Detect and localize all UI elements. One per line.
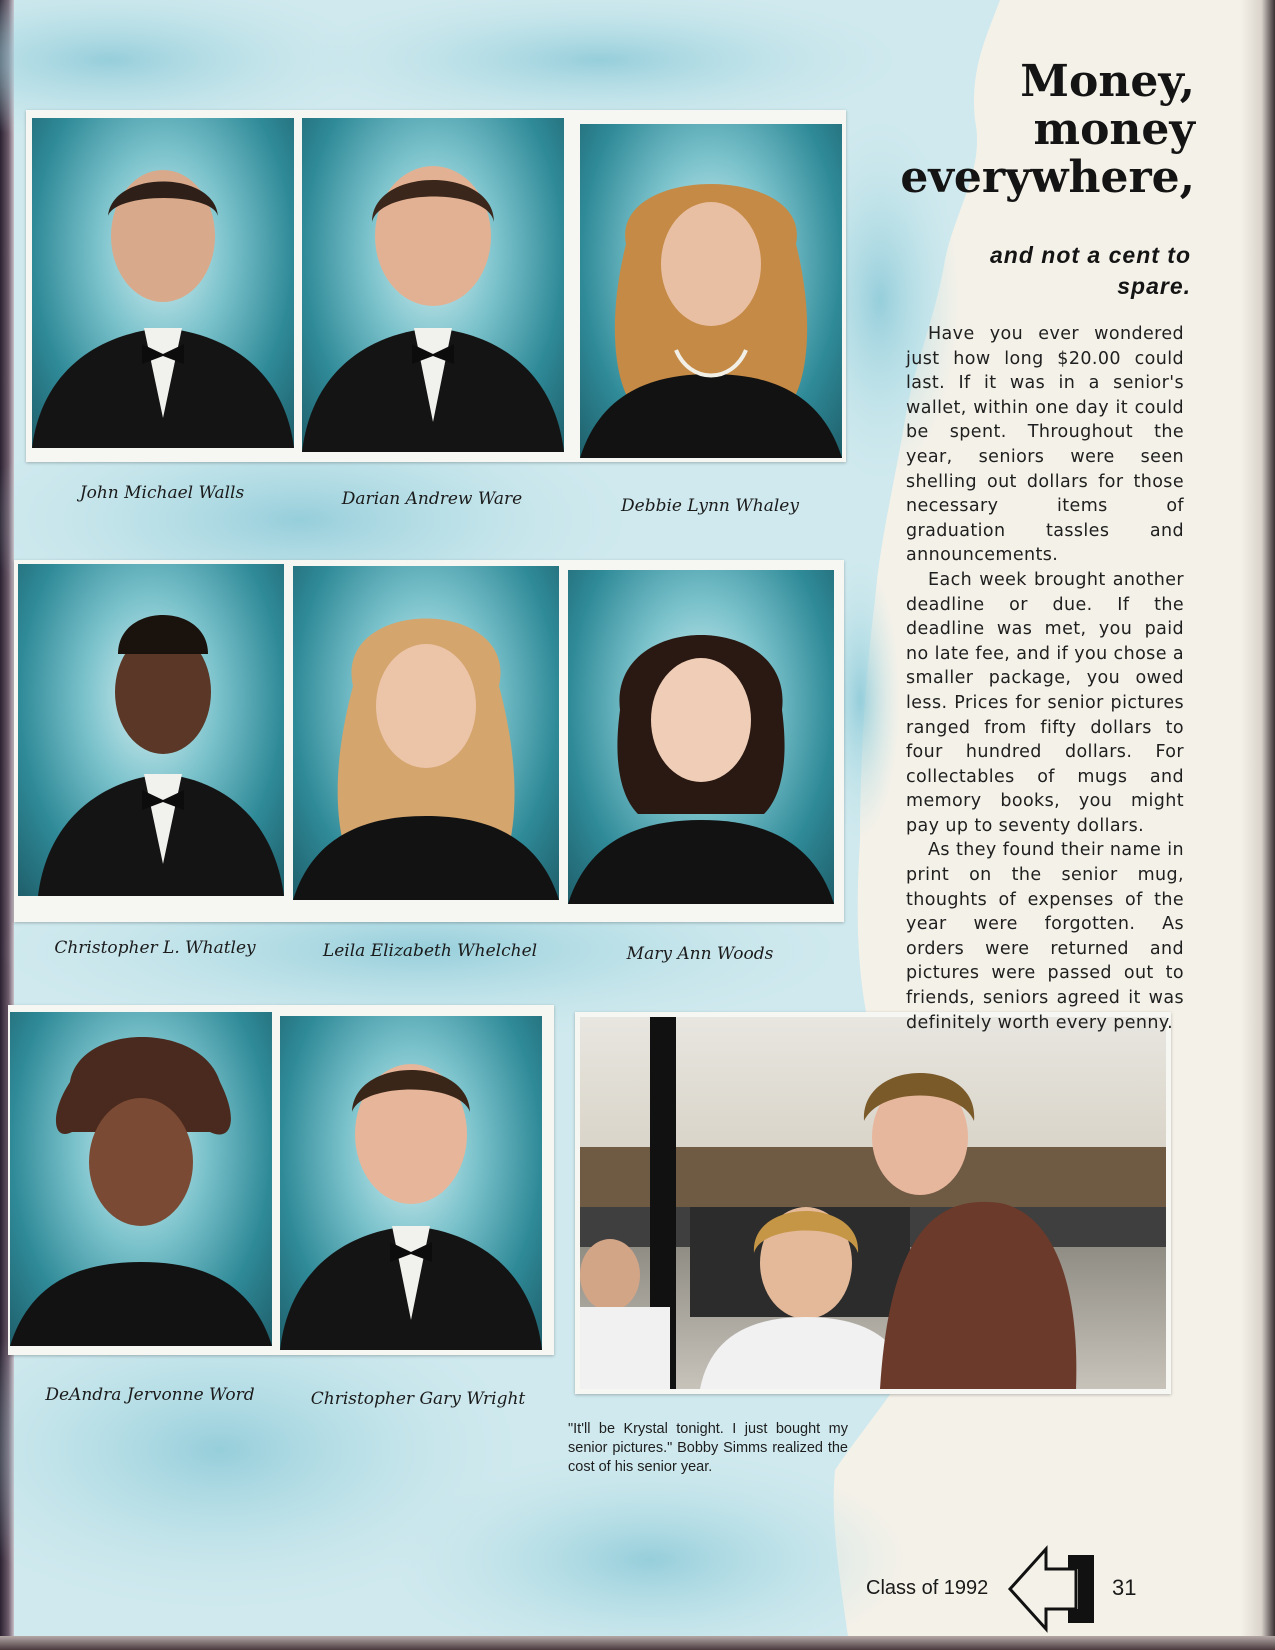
portrait-photo <box>18 564 284 896</box>
portrait-name: Debbie Lynn Whaley <box>621 496 799 516</box>
portrait-photo <box>10 1012 272 1346</box>
portrait-name: Mary Ann Woods <box>626 944 774 964</box>
portrait-photo <box>280 1016 542 1350</box>
body-paragraph: Each week brought another deadline or due. If the deadline was met, you paid no late fee, and if you chose a smaller package, you owed less. Prices for senior pictures ranged from fifty dollars to four hundred dollars. For collectables of mugs and memory books, you might pay up to seventy dollars. <box>906 569 1184 836</box>
portrait-name: Leila Elizabeth Whelchel <box>322 941 538 961</box>
body-paragraph: Have you ever wondered just how long $20.00 could last. If it was in a senior's wallet, within one day it could be spent. Throughout the year, seniors were seen shelling out dollars for those necessary items of graduation tassles and announcements. <box>906 324 1184 566</box>
article-body <box>906 322 1184 1035</box>
portrait-photo <box>293 566 559 900</box>
article-headline <box>865 58 1195 202</box>
female-portrait-illustration <box>293 566 559 900</box>
portrait-name: DeAndra Jervonne Word <box>45 1385 255 1405</box>
arrow-icon <box>1006 1545 1098 1633</box>
page-bottom-shadow <box>0 1636 1275 1650</box>
portrait-name: Christopher Gary Wright <box>310 1389 526 1409</box>
portrait-photo <box>302 118 564 452</box>
portrait-name: John Michael Walls <box>79 483 245 503</box>
body-paragraph: As they found their name in print on the senior mug, thoughts of expenses of the year were forgotten. As orders were returned and pictures were passed out to friends, seniors agreed it was definitely worth every penny. <box>906 840 1184 1033</box>
female-portrait-illustration <box>568 570 834 904</box>
headline-line: money <box>1033 104 1195 155</box>
candid-photo-frame <box>575 1012 1171 1394</box>
female-portrait-illustration <box>10 1012 272 1346</box>
male-portrait-illustration <box>280 1016 542 1350</box>
portrait-photo <box>32 118 294 448</box>
article-subhead: and not a cent to spare. <box>990 242 1191 299</box>
headline-line: everywhere, <box>900 152 1195 203</box>
page-number: 31 <box>1112 1575 1137 1600</box>
footer-label: Class of 1992 <box>866 1577 989 1599</box>
candid-students-illustration <box>580 1017 1166 1389</box>
male-portrait-illustration <box>32 118 294 448</box>
headline-line: Money, <box>1020 56 1195 107</box>
candid-photo <box>580 1017 1166 1389</box>
male-portrait-illustration <box>302 118 564 452</box>
photo-caption: "It'll be Krystal tonight. I just bought my senior pictures." Bobby Simms realized the cost of his senior year. <box>568 1421 848 1475</box>
male-portrait-illustration <box>18 564 284 896</box>
female-portrait-illustration <box>580 124 842 458</box>
portrait-photo <box>568 570 834 904</box>
portrait-name: Darian Andrew Ware <box>341 489 523 509</box>
portrait-photo <box>580 124 842 458</box>
page-edge-shadow <box>1241 0 1275 1650</box>
portrait-name: Christopher L. Whatley <box>54 938 256 958</box>
